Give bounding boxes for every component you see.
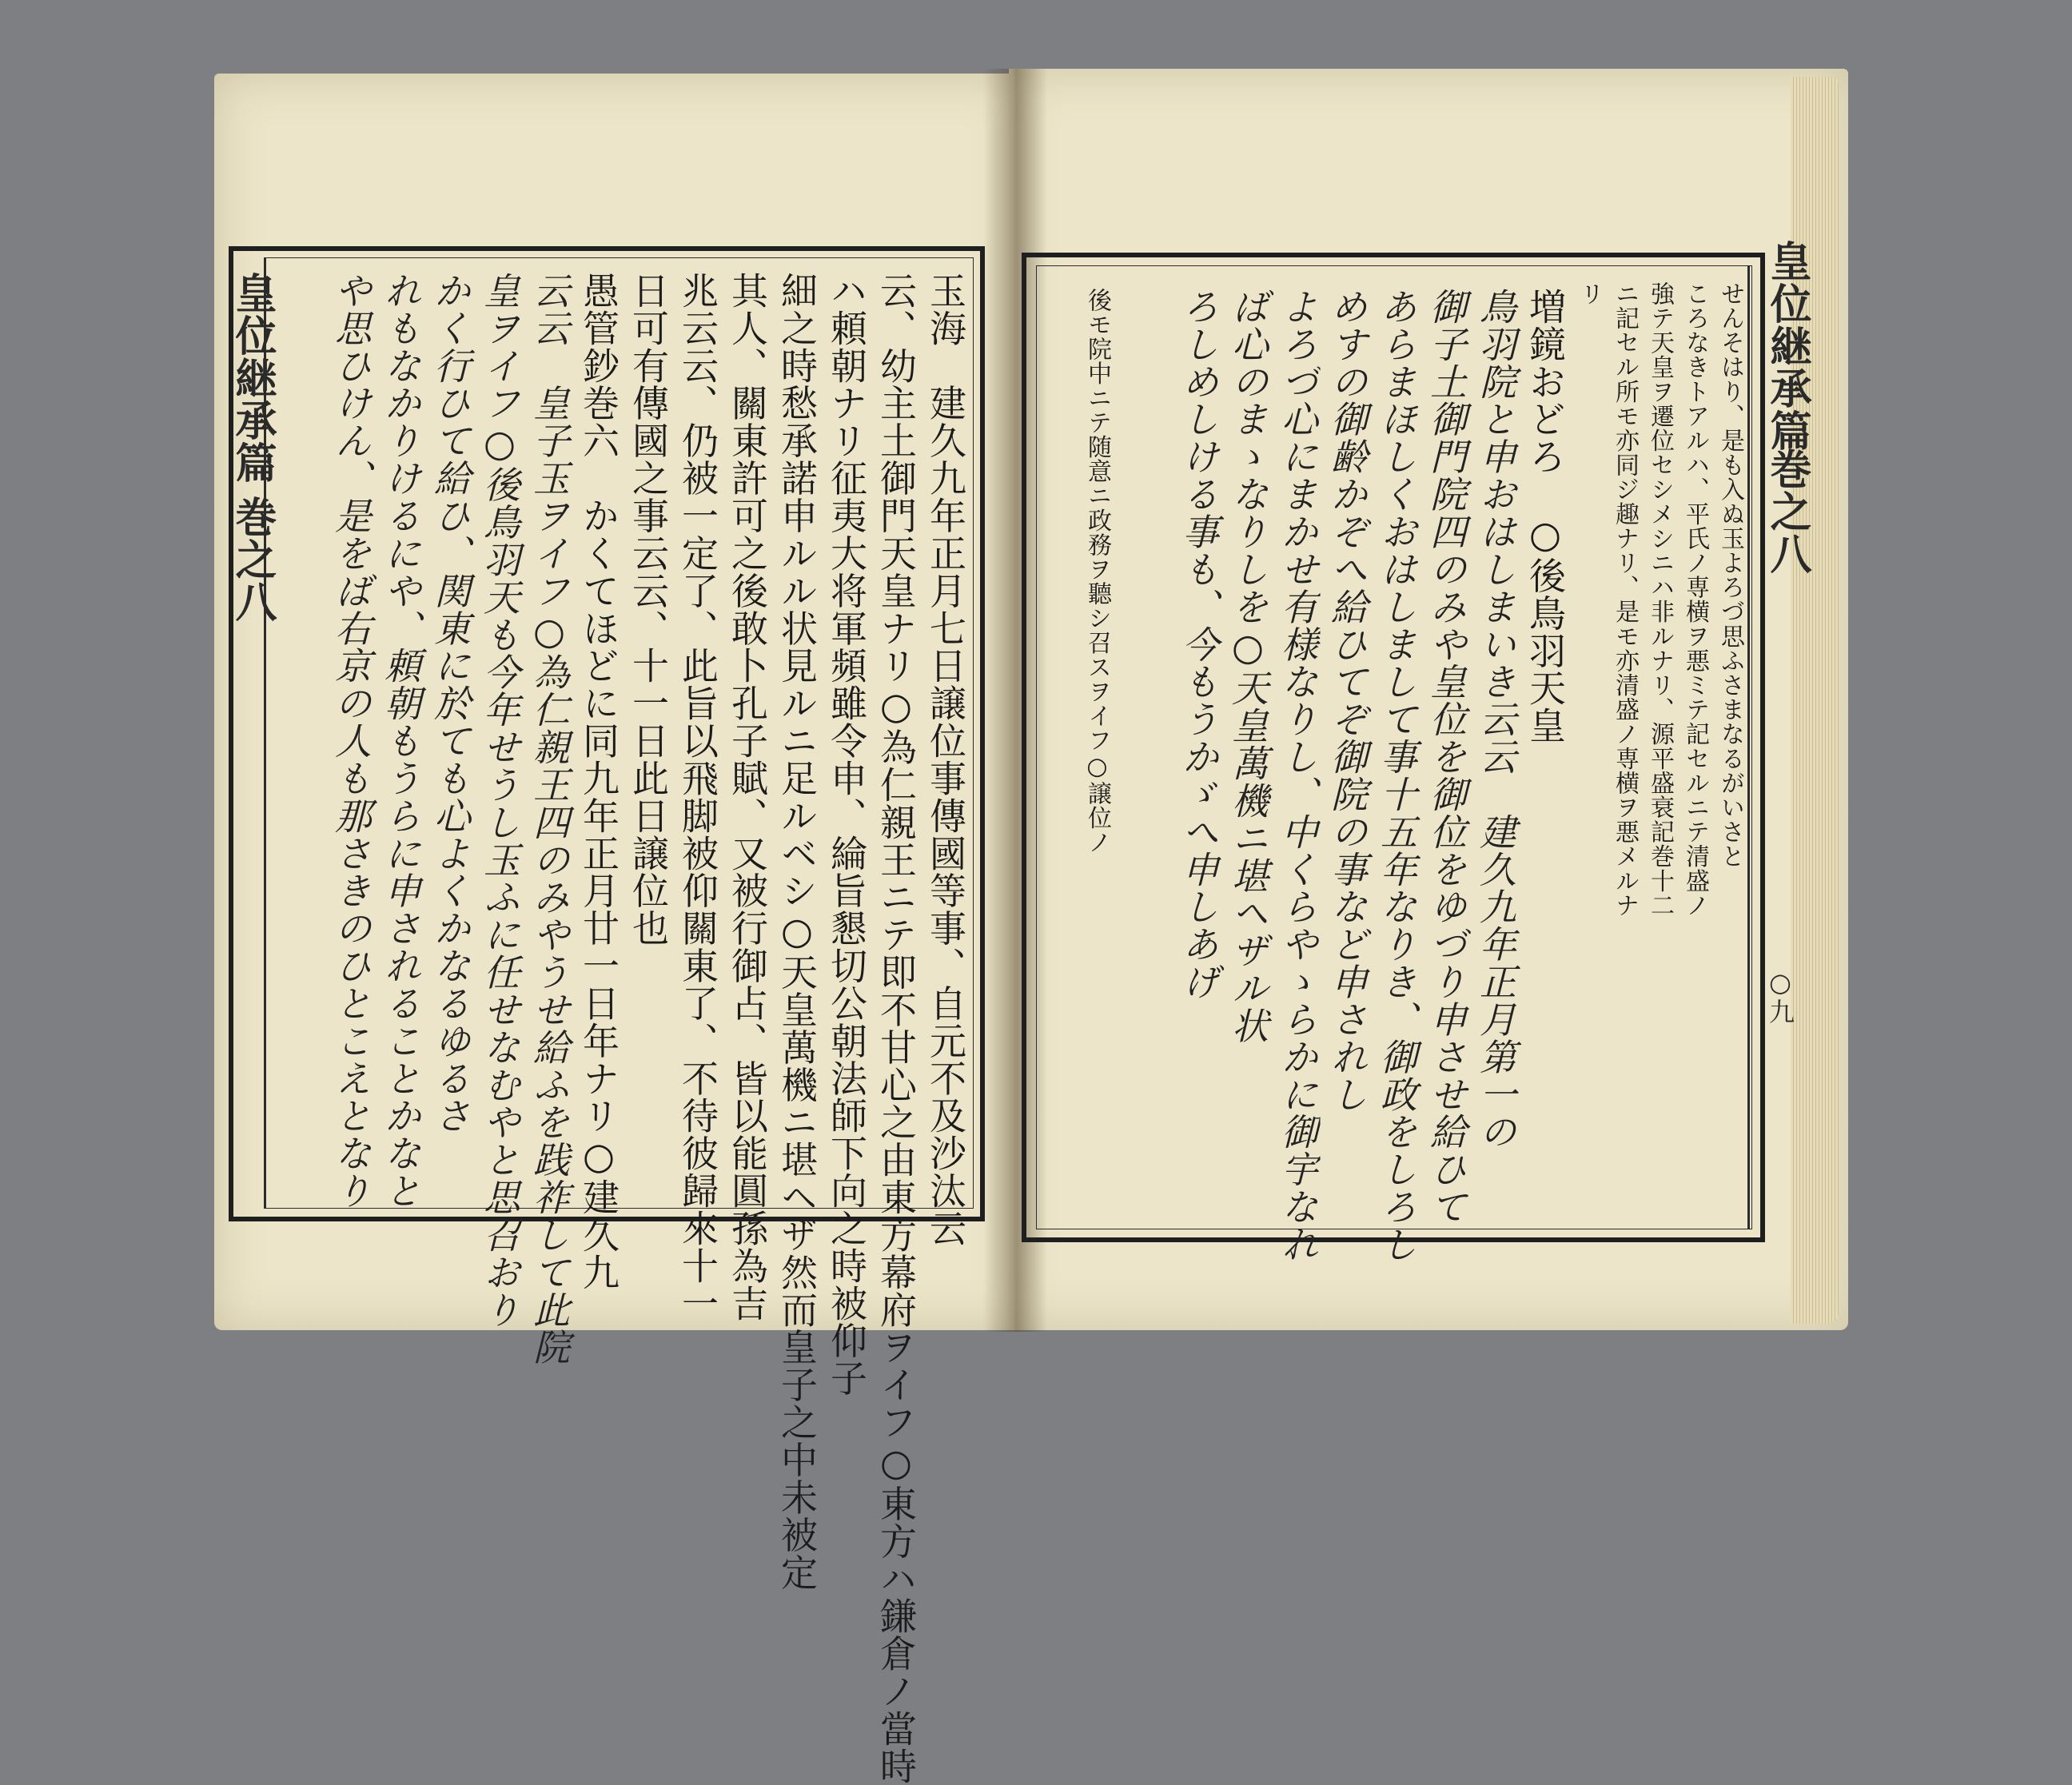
left-column: 云、幼主土御門天皇ナリ○為仁親王ニテ即不甘心之由東方幕府ヲイフ○東方ハ鎌倉ノ當時 [875,272,918,1785]
left-column: 兆云云、仍被一定了、此旨以飛脚被仰關東了、不待彼歸來十一 [676,272,719,1322]
right-column: 強テ天皇ヲ遷位セシメシニハ非ルナリ、源平盛衰記巻十二 [1646,281,1674,918]
left-column: 其人、關東許可之後敢卜孔子賦、又被行御占、皆以能圓孫為吉 [726,272,769,1322]
page-number: ○九 [1765,967,1795,1025]
left-header-volume: 巻之八 [228,496,277,624]
right-column: 後モ院中ニテ随意ニ政務ヲ聽シ召スヲイフ○譲位ノ [1083,288,1111,855]
left-column: 皇ヲイフ○後鳥羽天も今年せうし玉ふに任せなむやと思召おり [478,272,521,1329]
right-column: ば心のまゝなりしを○天皇萬機ニ堪ヘザル状 [1226,288,1269,1045]
right-column: ころなきトアルハ、平氏ノ専横ヲ悪ミテ記セルニテ清盛ノ [1681,281,1709,918]
left-column: 細之時愁承諾申ルル状見ルニ足ルベシ○天皇萬機ニ堪ヘザ然而皇子之中未被定 [775,272,819,1592]
right-header-title: 皇位継承篇 [1763,240,1811,452]
right-column: せんそはり、是も入ぬ玉よろづ思ふさまなるがいさと [1716,281,1744,869]
right-header-volume: 巻之八 [1763,448,1811,576]
left-column: 日可有傳國之事云云、十一日此日譲位也 [627,272,670,947]
right-header-rule [1747,265,1750,1229]
right-column: 御子土御門院四のみや皇位を御位をゆづり申させ給ひて [1424,288,1468,1225]
left-column: 愚管鈔巻六 かくてほどに同九年正月廿一日年ナリ○建久九 [577,272,620,1291]
left-column: ハ頼朝ナリ征夷大将軍頻雖令申、綸旨懇切公朝法師下向之時被仰子 [825,272,868,1397]
left-column: れもなかりけるにや、頼朝もうらに申されることかなと [379,272,422,1209]
right-column: 鳥羽院と申おはしまいき云云 建久九年正月第一の [1474,288,1517,1151]
right-column: ニ記セル所モ亦同ジ趣ナリ、是モ亦清盛ノ専横ヲ悪メルナ [1611,281,1639,918]
left-column: 玉海 建久九年正月七日譲位事傳國等事、自元不及沙汰云 [924,272,967,1247]
right-column: めすの御齢かぞへ給ひてぞ御院の事など申されし [1325,288,1369,1114]
right-column: リ [1576,281,1604,306]
left-column: 云云 皇子玉ヲイフ○為仁親王四のみやうせ給ふを践祚して此院 [528,272,571,1366]
right-column: 増鏡おどろ ○後鳥羽天皇 [1524,288,1567,745]
right-column: ろしめしける事も、今もうかゞへ申しあげ [1177,288,1220,1001]
left-column: かく行ひて給ひ、関東に於ても心よくかなるゆるさ [428,272,472,1135]
right-column: あらまほしくおはしまして事十五年なりき、御政をしろし [1375,288,1418,1263]
left-column: や思ひけん、是をば右京の人も那さきのひとこえとなり [329,272,373,1209]
left-header-title: 皇位継承篇 [228,272,277,484]
right-column: よろづ心にまかせ有様なりし、中くらやゝらかに御宇なれ [1276,288,1319,1263]
